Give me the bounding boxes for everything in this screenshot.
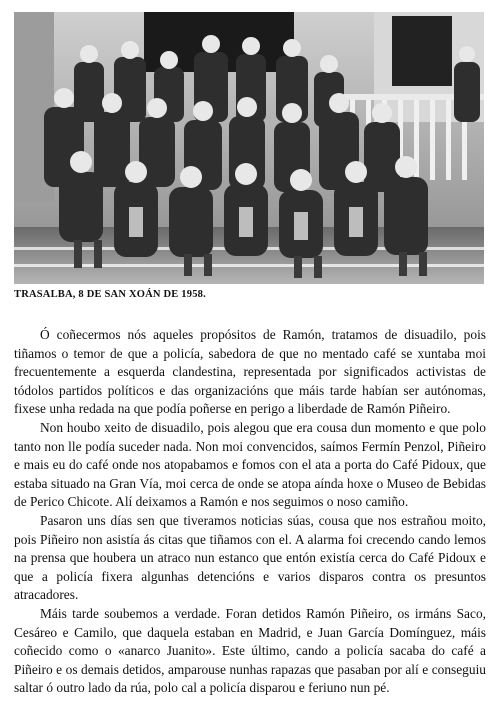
paragraph-4: Máis tarde soubemos a verdade. Foran detidos Ramón Piñeiro, os irmáns Saco, Cesáreo e Camilo, que daquela estaban en Madrid, e Juan García Domínguez, máis coñecido como o «anarco Juanito». Este último, cando a policía sacaba do café a Piñeiro e os demais detidos, amparouse nunhas rapazas que pasaban por alí e conseguiu saltar ó outro lado da rúa, polo cal a policía disparou e feriuno nun pé. [14, 605, 486, 696]
group-photo-image [14, 12, 484, 284]
group-photograph [14, 12, 484, 284]
paragraph-2: Non houbo xeito de disuadilo, pois alegou que era cousa dun momento e que polo tanto non lle podía suceder nada. Non moi convencidos, saímos Fermín Penzol, Piñeiro e mais eu do café onde nos atopabamos e fomos con el ata a porta do Café Pidoux, que estaba situado na Gran Vía, moi cerca de onde se atopa aínda hoxe o Museo de Bebidas de Perico Chicote. Alí deixamos a Ramón e nos seguimos o noso camiño. [14, 419, 486, 510]
body-text [14, 326, 486, 698]
photo-caption: TRASALBA, 8 DE SAN XOÁN DE 1958. [14, 289, 206, 300]
paragraph-1: Ó coñecermos nós aqueles propósitos de Ramón, tratamos de disuadilo, pois tiñamos o temor de que a policía, sabedora de que no mentado café se xuntaba moi frecuentemente a esquerda clandestina, representada por significados activistas de tódolos partidos políticos e das organizacións que máis tarde habían ser autónomas, fixese unha redada na que podía poñerse en perigo a liberdade de Ramón Piñeiro. [14, 327, 486, 417]
paragraph-3: Pasaron uns días sen que tiveramos noticias súas, cousa que nos estrañou moito, pois Piñeiro non asistía ás citas que tiñamos con el. A alarma foi crecendo cando lemos na prensa que houbera un atraco nun estanco que entón existía cerca do Café Pidoux e que a policía fixera algunhas detencións e varios disparos contra os presuntos atracadores. [14, 512, 486, 603]
